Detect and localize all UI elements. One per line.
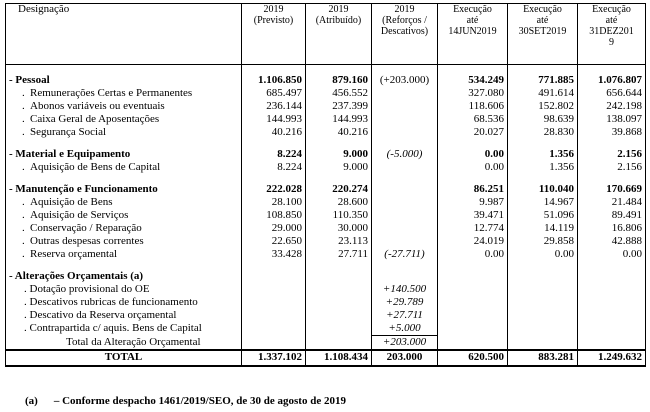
- cell-exec-jun: 118.606: [438, 100, 508, 113]
- alteracoes-total-label: Total da Alteração Orçamental: [6, 336, 242, 351]
- item-label: . Aquisição de Bens: [6, 196, 242, 209]
- cell-atribuido: 237.399: [306, 100, 372, 113]
- item-text: Remunerações Certas e Permanentes: [30, 87, 193, 99]
- cell-reforcos: 203.000: [372, 350, 438, 366]
- cell-reforcos: +27.711: [372, 309, 438, 322]
- group-row-material: [6, 148, 646, 161]
- cell-exec-jun: 12.774: [438, 222, 508, 235]
- cell-reforcos: [372, 222, 438, 235]
- item-text: Aquisição de Serviços: [30, 209, 129, 221]
- group-row-pessoal: [6, 74, 646, 87]
- spacer-row: [6, 261, 646, 270]
- cell-exec-set: 98.639: [508, 113, 578, 126]
- header-exec-dez-3: 31DEZ201: [589, 26, 634, 37]
- header-exec-jun-1: Execução: [453, 4, 492, 15]
- table-row: [6, 113, 646, 126]
- cell-previsto: 28.100: [242, 196, 306, 209]
- header-exec-set-2: até: [536, 15, 549, 26]
- table-row: [6, 87, 646, 100]
- footnote-marker: (a): [25, 395, 38, 407]
- table-row: [6, 309, 646, 322]
- cell-exec-jun: 20.027: [438, 126, 508, 139]
- cell-exec-dez: 656.644: [578, 87, 646, 100]
- spacer-row: [6, 139, 646, 148]
- alteracoes-total-row: [6, 336, 646, 351]
- table-row: [6, 126, 646, 139]
- item-label: . Segurança Social: [6, 126, 242, 139]
- item-text: Aquisição de Bens: [30, 196, 113, 208]
- cell-exec-jun: 0.00: [438, 161, 508, 174]
- footnote: [25, 395, 362, 407]
- item-text: Outras despesas correntes: [30, 235, 144, 247]
- spacer-row: [6, 174, 646, 183]
- cell-exec-set: 1.356: [508, 148, 578, 161]
- header-previsto-year: 2019: [263, 4, 284, 15]
- cell-exec-jun: 68.536: [438, 113, 508, 126]
- table-row: [6, 235, 646, 248]
- cell-exec-dez: 1.249.632: [578, 350, 646, 366]
- cell-atribuido: 40.216: [306, 126, 372, 139]
- cell-reforcos: (+203.000): [372, 74, 438, 87]
- group-label: - Pessoal: [6, 74, 242, 87]
- group-label: - Alterações Orçamentais (a): [6, 270, 242, 283]
- cell-exec-dez: 1.076.807: [578, 74, 646, 87]
- table-row: [6, 196, 646, 209]
- cell-exec-dez: 0.00: [578, 248, 646, 261]
- item-label: . Abonos variáveis ou eventuais: [6, 100, 242, 113]
- header-previsto: [242, 4, 306, 65]
- cell-exec-dez: 242.198: [578, 100, 646, 113]
- cell-reforcos: (-27.711): [372, 248, 438, 261]
- cell-previsto: 236.144: [242, 100, 306, 113]
- item-label: . Remunerações Certas e Permanentes: [6, 87, 242, 100]
- header-previsto-label: (Previsto): [253, 15, 294, 26]
- table-row: [6, 248, 646, 261]
- cell-previsto: 8.224: [242, 148, 306, 161]
- cell-reforcos: [372, 183, 438, 196]
- cell-exec-set: 28.830: [508, 126, 578, 139]
- cell-exec-dez: 2.156: [578, 148, 646, 161]
- cell-exec-set: 110.040: [508, 183, 578, 196]
- cell-exec-dez: 21.484: [578, 196, 646, 209]
- header-exec-set-1: Execução: [523, 4, 562, 15]
- cell-reforcos: [372, 113, 438, 126]
- header-exec-jun-2: até: [466, 15, 479, 26]
- item-text: Reserva orçamental: [30, 248, 118, 260]
- cell-atribuido: 879.160: [306, 74, 372, 87]
- cell-reforcos: [372, 161, 438, 174]
- item-text: Conservação / Reparação: [30, 222, 142, 234]
- cell-reforcos: [372, 196, 438, 209]
- item-text: Descativos rubricas de funcionamento: [29, 296, 198, 308]
- cell-exec-dez: 89.491: [578, 209, 646, 222]
- cell-atribuido: 1.108.434: [306, 350, 372, 366]
- item-text: Segurança Social: [30, 126, 107, 138]
- header-atribuido: [306, 4, 372, 65]
- cell-atribuido: 110.350: [306, 209, 372, 222]
- cell-atribuido: 28.600: [306, 196, 372, 209]
- cell-previsto: 144.993: [242, 113, 306, 126]
- cell-reforcos: [372, 235, 438, 248]
- header-exec-dez-4: 9: [609, 37, 614, 48]
- header-exec-jun-3: 14JUN2019: [448, 26, 497, 37]
- total-row: [6, 350, 646, 366]
- cell-exec-dez: 138.097: [578, 113, 646, 126]
- header-atribuido-label: (Atribuído): [315, 15, 362, 26]
- item-text: Abonos variáveis ou eventuais: [30, 100, 165, 112]
- cell-exec-set: 0.00: [508, 248, 578, 261]
- cell-exec-jun: 86.251: [438, 183, 508, 196]
- cell-exec-jun: 620.500: [438, 350, 508, 366]
- header-exec-dez: [578, 4, 646, 65]
- header-reforcos-label-1: (Reforços /: [382, 15, 427, 26]
- item-label: . Outras despesas correntes: [6, 235, 242, 248]
- item-text: Caixa Geral de Aposentações: [30, 113, 160, 125]
- cell-exec-jun: 327.080: [438, 87, 508, 100]
- cell-reforcos: +5.000: [372, 322, 438, 336]
- cell-exec-dez: 16.806: [578, 222, 646, 235]
- group-label: - Material e Equipamento: [6, 148, 242, 161]
- footnote-text: – Conforme despacho 1461/2019/SEO, de 30 de agosto de 2019: [53, 395, 346, 407]
- table-row: [6, 296, 646, 309]
- cell-previsto: 8.224: [242, 161, 306, 174]
- cell-exec-set: 152.802: [508, 100, 578, 113]
- cell-previsto: 40.216: [242, 126, 306, 139]
- item-text: Descativo da Reserva orçamental: [29, 309, 177, 321]
- header-row: [6, 4, 646, 65]
- cell-atribuido: 9.000: [306, 148, 372, 161]
- group-row-alteracoes: [6, 270, 646, 283]
- table-row: [6, 209, 646, 222]
- header-reforcos: [372, 4, 438, 65]
- cell-exec-set: 14.119: [508, 222, 578, 235]
- group-label: - Manutenção e Funcionamento: [6, 183, 242, 196]
- cell-exec-set: 1.356: [508, 161, 578, 174]
- cell-reforcos: +29.789: [372, 296, 438, 309]
- cell-exec-set: 491.614: [508, 87, 578, 100]
- table-row: [6, 222, 646, 235]
- item-label: . Conservação / Reparação: [6, 222, 242, 235]
- cell-exec-jun: 0.00: [438, 248, 508, 261]
- cell-atribuido: 9.000: [306, 161, 372, 174]
- cell-atribuido: 30.000: [306, 222, 372, 235]
- cell-exec-jun: 9.987: [438, 196, 508, 209]
- item-text: Dotação provisional do OE: [29, 283, 150, 295]
- cell-exec-dez: 39.868: [578, 126, 646, 139]
- cell-previsto: 29.000: [242, 222, 306, 235]
- item-label: . Dotação provisional do OE: [6, 283, 242, 296]
- header-exec-dez-2: até: [605, 15, 618, 26]
- cell-previsto: 685.497: [242, 87, 306, 100]
- cell-previsto: 22.650: [242, 235, 306, 248]
- total-label: TOTAL: [6, 350, 242, 366]
- cell-reforcos: [372, 87, 438, 100]
- cell-exec-jun: 24.019: [438, 235, 508, 248]
- cell-exec-jun: 534.249: [438, 74, 508, 87]
- cell-exec-set: 771.885: [508, 74, 578, 87]
- item-label: . Reserva orçamental: [6, 248, 242, 261]
- header-exec-set: [508, 4, 578, 65]
- alteracoes-total-value: +203.000: [372, 336, 438, 351]
- budget-table: [5, 3, 646, 367]
- item-label: . Caixa Geral de Aposentações: [6, 113, 242, 126]
- cell-exec-set: 51.096: [508, 209, 578, 222]
- table-row: [6, 161, 646, 174]
- cell-exec-dez: 2.156: [578, 161, 646, 174]
- cell-reforcos: [372, 100, 438, 113]
- spacer-row: [6, 65, 646, 75]
- table-row: [6, 322, 646, 336]
- table-row: [6, 283, 646, 296]
- header-exec-dez-1: Execução: [592, 4, 631, 15]
- cell-exec-set: 29.858: [508, 235, 578, 248]
- cell-exec-jun: 39.471: [438, 209, 508, 222]
- item-text: Contrapartida c/ aquis. Bens de Capital: [29, 322, 202, 334]
- cell-atribuido: 220.274: [306, 183, 372, 196]
- item-text: Aquisição de Bens de Capital: [30, 161, 161, 173]
- cell-previsto: 33.428: [242, 248, 306, 261]
- header-reforcos-year: 2019: [394, 4, 415, 15]
- item-label: . Descativo da Reserva orçamental: [6, 309, 242, 322]
- cell-reforcos: (-5.000): [372, 148, 438, 161]
- header-exec-jun: [438, 4, 508, 65]
- cell-atribuido: 27.711: [306, 248, 372, 261]
- cell-atribuido: 23.113: [306, 235, 372, 248]
- cell-reforcos: +140.500: [372, 283, 438, 296]
- header-reforcos-label-2: Descativos): [380, 26, 429, 37]
- header-designacao: Designação: [6, 4, 242, 65]
- cell-reforcos: [372, 126, 438, 139]
- cell-previsto: 222.028: [242, 183, 306, 196]
- cell-exec-set: 883.281: [508, 350, 578, 366]
- item-label: . Descativos rubricas de funcionamento: [6, 296, 242, 309]
- cell-exec-set: 14.967: [508, 196, 578, 209]
- header-atribuido-year: 2019: [328, 4, 349, 15]
- cell-exec-dez: 42.888: [578, 235, 646, 248]
- cell-reforcos: [372, 209, 438, 222]
- table-row: [6, 100, 646, 113]
- item-label: . Aquisição de Bens de Capital: [6, 161, 242, 174]
- cell-atribuido: 144.993: [306, 113, 372, 126]
- cell-atribuido: 456.552: [306, 87, 372, 100]
- item-label: . Aquisição de Serviços: [6, 209, 242, 222]
- cell-exec-dez: 170.669: [578, 183, 646, 196]
- group-row-manutencao: [6, 183, 646, 196]
- cell-exec-jun: 0.00: [438, 148, 508, 161]
- item-label: . Contrapartida c/ aquis. Bens de Capital: [6, 322, 242, 336]
- cell-previsto: 1.106.850: [242, 74, 306, 87]
- cell-previsto: 1.337.102: [242, 350, 306, 366]
- cell-previsto: 108.850: [242, 209, 306, 222]
- header-exec-set-3: 30SET2019: [518, 26, 567, 37]
